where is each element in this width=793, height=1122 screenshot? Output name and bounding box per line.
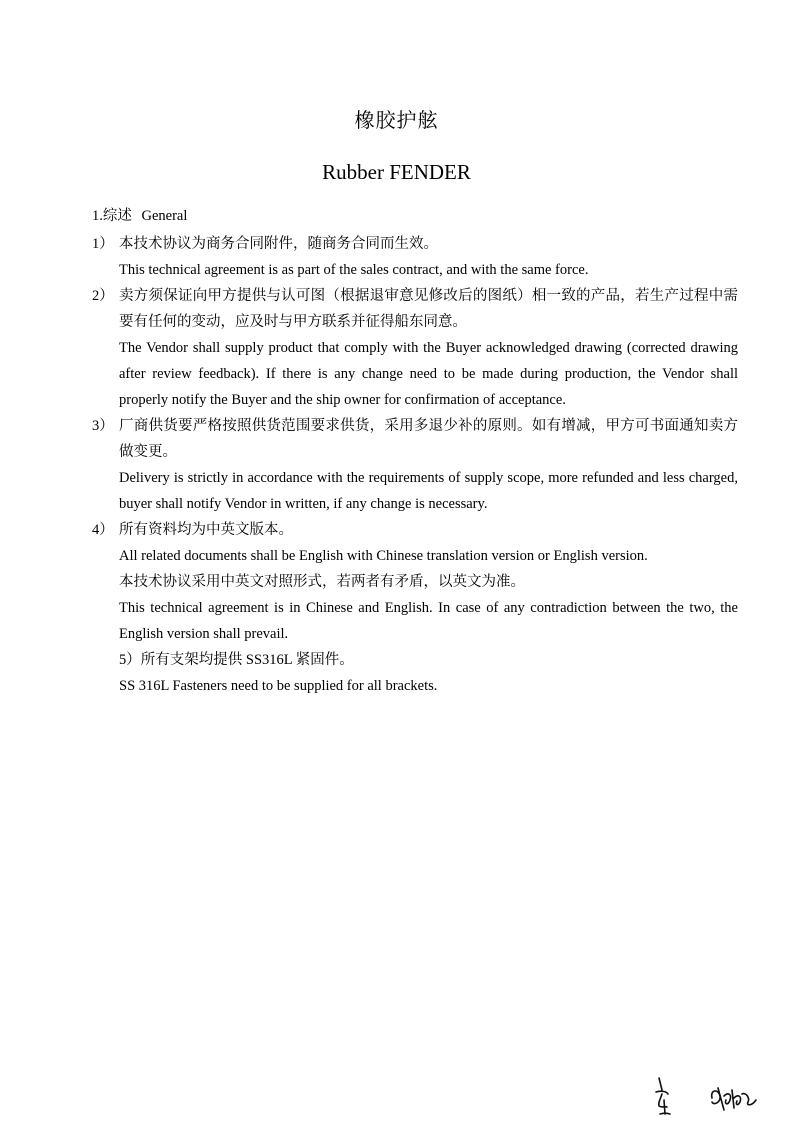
clause-text-english: SS 316L Fasteners need to be supplied for all brackets.: [119, 678, 438, 694]
clause-number: 5）: [119, 652, 141, 668]
clause-text-chinese: 本技术协议为商务合同附件，随商务合同而生效。: [119, 236, 438, 252]
section-title-english: General: [141, 208, 188, 224]
clause-number: 3）: [92, 418, 114, 434]
clause-4: [92, 517, 738, 647]
clause-5: [92, 647, 738, 699]
section-number: 1.: [92, 208, 103, 224]
document-title-chinese: 橡胶护舷: [354, 110, 439, 132]
clause-text-english-2: This technical agreement is in Chinese and English. In case of any contradiction between the two, the English version shall prevail.: [119, 600, 738, 642]
clause-text-chinese: 所有支架均提供 SS316L 紧固件。: [140, 652, 354, 668]
clause-number: 1）: [92, 236, 114, 252]
document-title-english: Rubber FENDER: [322, 160, 471, 184]
clause-number: 2）: [92, 288, 114, 304]
clause-text-english: The Vendor shall supply product that comply with the Buyer acknowledged drawing (corrected drawing after review feedback). If there is any change need to be made during production, the Vendor shall properly notify the Buyer and the ship owner for confirmation of acceptance.: [119, 340, 738, 408]
handwritten-signature-icon: [640, 1070, 770, 1120]
clause-text-chinese: 厂商供货要严格按照供货范围要求供货，采用多退少补的原则。如有增减，甲方可书面通知卖方做变更。: [119, 418, 738, 460]
clause-text-chinese: 所有资料均为中英文版本。: [119, 522, 293, 538]
clause-text-english: All related documents shall be English with Chinese translation version or English version.: [119, 548, 648, 564]
clause-1: [92, 231, 738, 283]
clause-3: [92, 413, 738, 517]
clause-text-english: Delivery is strictly in accordance with the requirements of supply scope, more refunded and less charged, buyer shall notify Vendor in written, if any change is necessary.: [119, 470, 738, 512]
document-body: [92, 203, 738, 699]
clause-number: 4）: [92, 522, 114, 538]
clause-text-chinese: 卖方须保证向甲方提供与认可图（根据退审意见修改后的图纸）相一致的产品，若生产过程中需要有任何的变动，应及时与甲方联系并征得船东同意。: [119, 288, 738, 330]
clause-2: [92, 283, 738, 413]
clause-text-chinese-2: 本技术协议采用中英文对照形式，若两者有矛盾，以英文为准。: [119, 574, 525, 590]
section-title-chinese: 综述: [102, 208, 132, 224]
clause-text-english: This technical agreement is as part of the sales contract, and with the same force.: [119, 262, 589, 278]
section-heading-general: [92, 203, 738, 229]
